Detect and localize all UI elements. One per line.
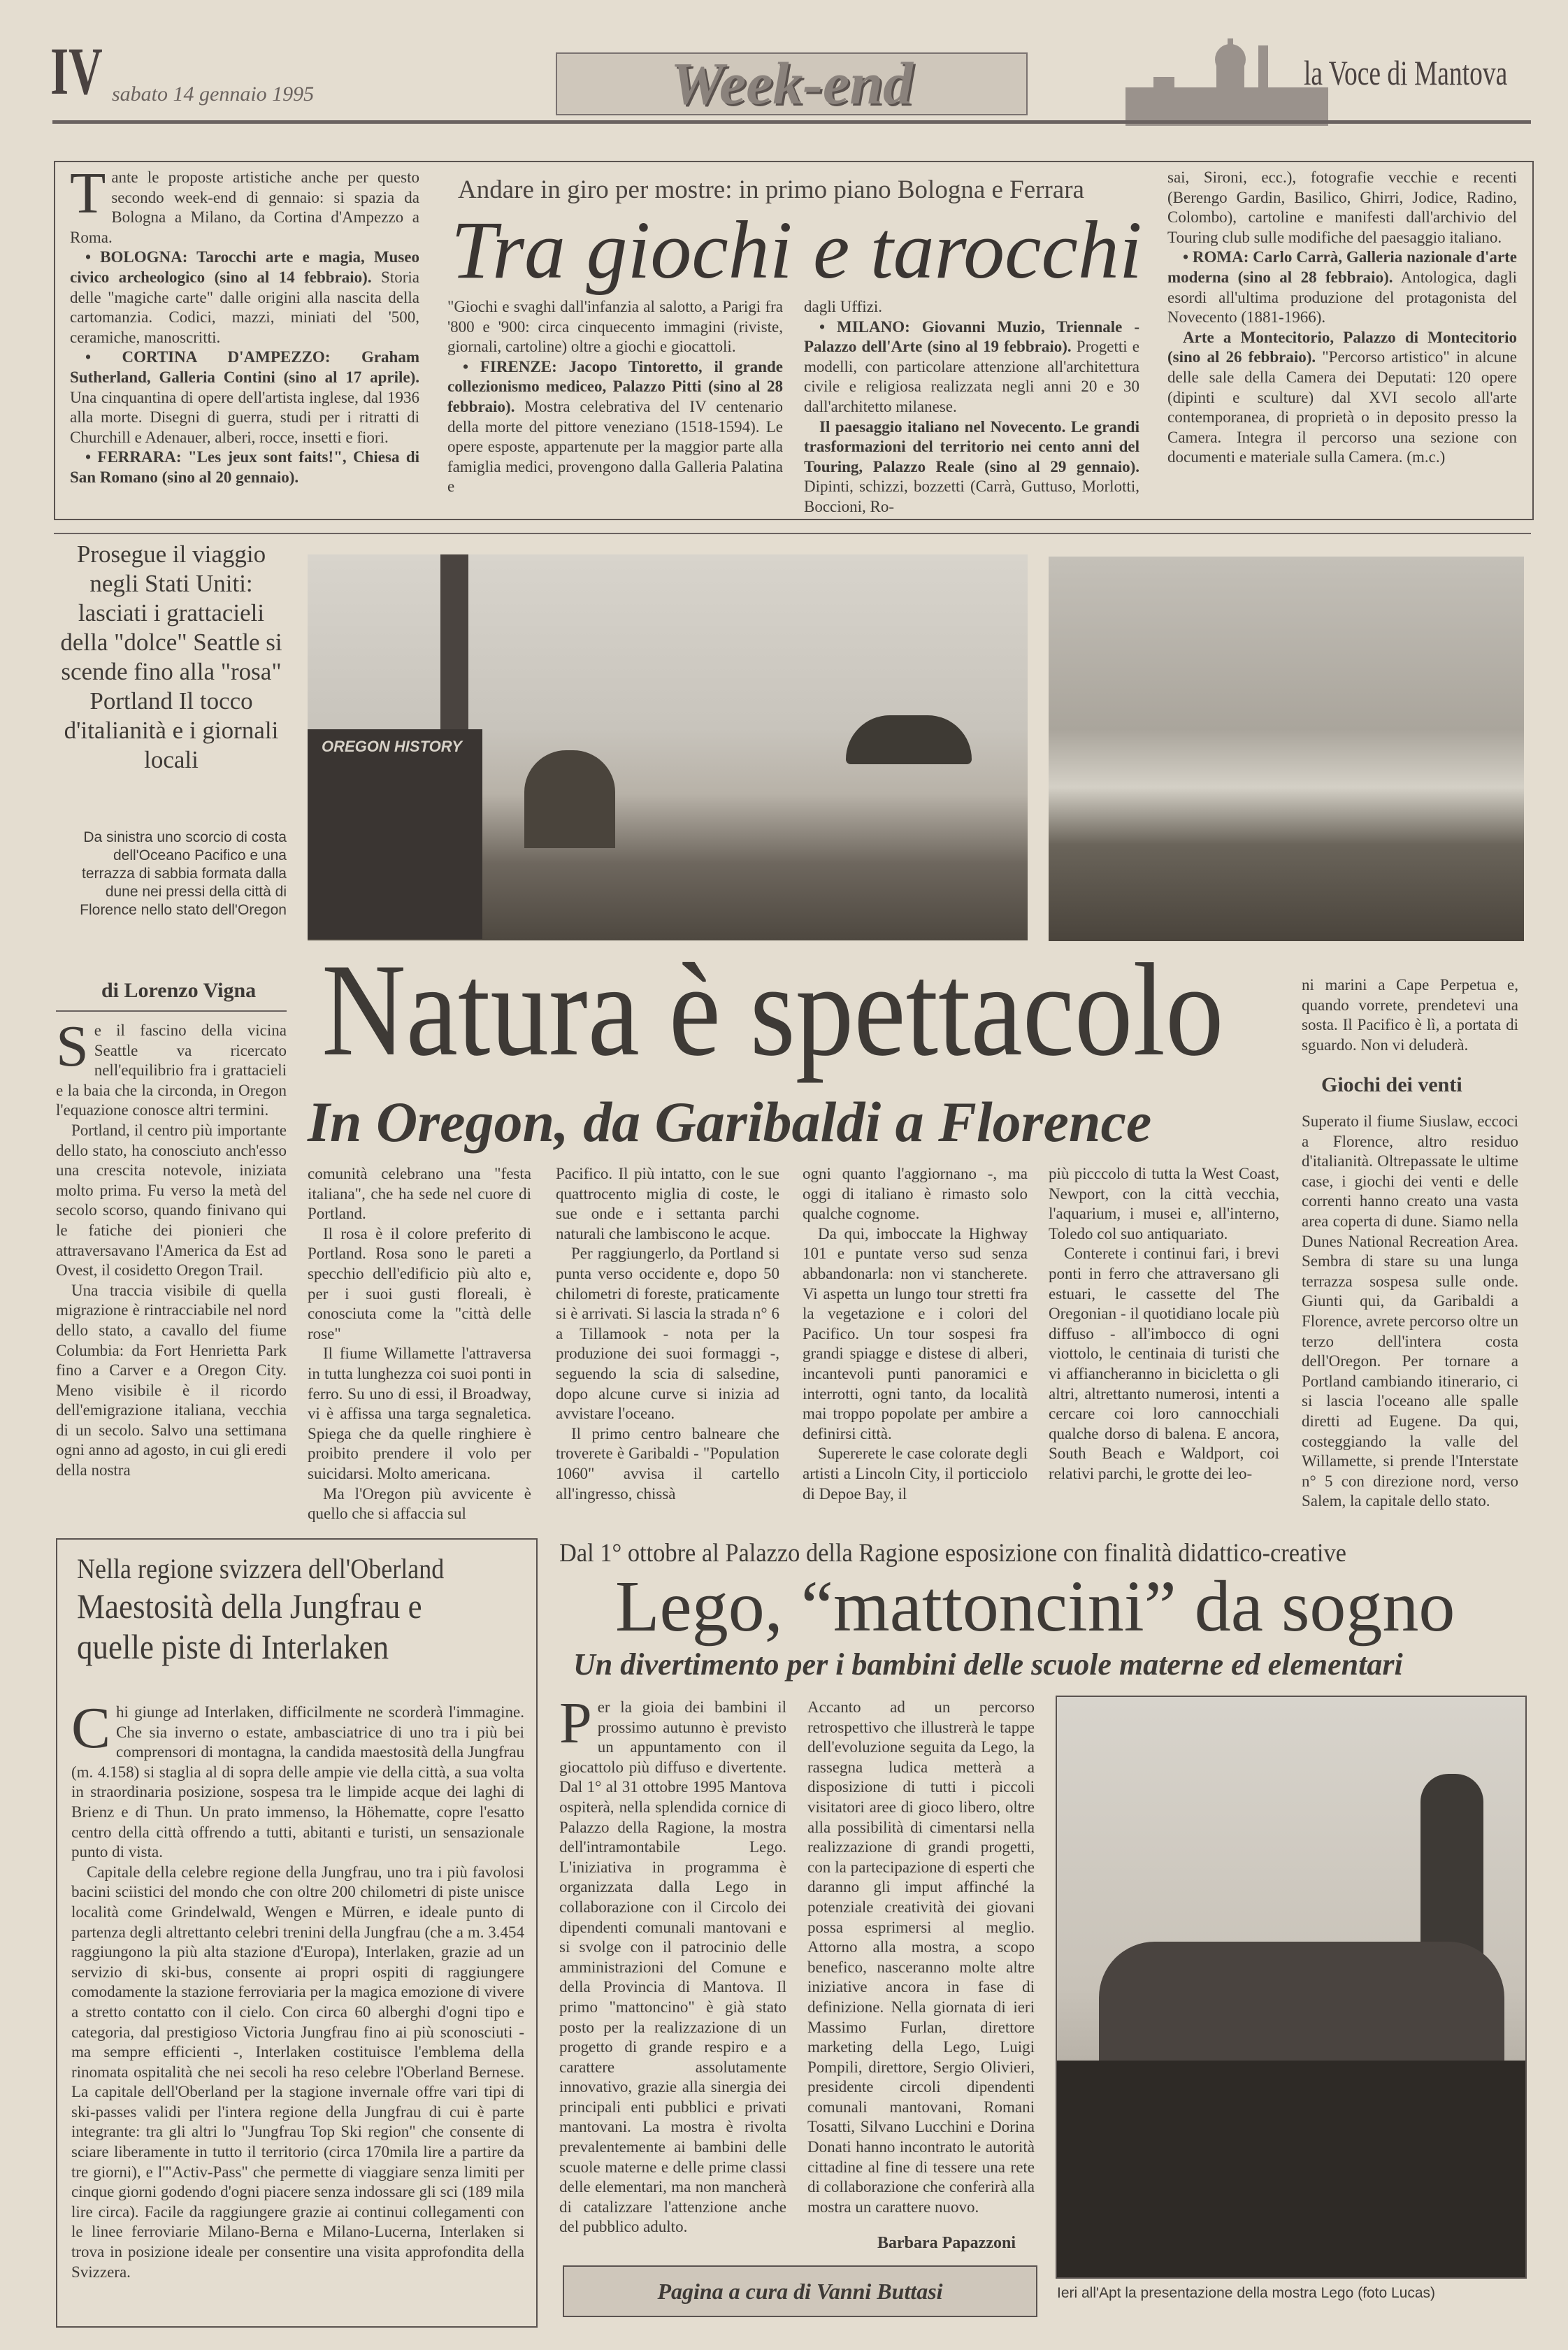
paragraph-text: Portland, il centro più importante dello stato, ha conosciuto anch'esso una crescita notevole, iniziata molto prima. Fu verso la metà del secolo scorso, quando finivano qui le fatiche dei pionieri che attraversavano l'America da Est ad Ovest, il cosidetto Oregon Trail. [56, 1121, 287, 1280]
headland [524, 750, 615, 848]
article-title: Natura è spettacolo [322, 937, 1224, 1084]
paragraph-text: sai, Sironi, ecc.), fotografie vecchie e recenti (Berengo Gardin, Basilico, Ghirri, Jodice, Radino, Colombo), cartoline e manifesti dall'archivio del Touring club sulle modifiche del paesaggio italiano. [1167, 169, 1517, 246]
paragraph-text: Antologica, dagli esordi all'ultima produzione del protagonista del Novecento (1881-1966). [1167, 268, 1517, 327]
paragraph [1167, 328, 1517, 468]
paragraph [308, 1224, 531, 1345]
paragraph [556, 1424, 779, 1504]
dunes-photo [1049, 557, 1524, 941]
paragraph-lead: • ROMA: Carlo Carrà, Galleria nazionale d'arte moderna (sino al 28 febbraio). [1167, 248, 1517, 286]
oregon-history-sign [308, 729, 482, 939]
lego-col-2 [807, 1698, 1035, 2217]
paragraph [308, 1164, 531, 1224]
paragraph-text: ante le proposte artistiche anche per questo secondo week-end di gennaio: si spazia da Bologna a Milano, da Cortina d'Ampezzo a Roma. [70, 169, 419, 246]
header-rule [52, 120, 1531, 124]
exhibitions-col-1 [70, 161, 419, 488]
paragraph [308, 1344, 531, 1484]
paragraph-text: hi giunge ad Interlaken, difficilmente ne scorderà l'immagine. Che sia inverno o estate, ambasciatrice di uno tra i più bei comprensori di montagna, la candida maestosità della Jungfrau (m. 4.158) si staglia al di sopra delle ampie vie della città, a sua volta in straordinaria posizione, sospesa tra le limpide acque dei laghi di Brienz e di Thun. Un prato immenso, la Höhematte, copre l'esatto centro della città offrendo a tutti, abitanti e turisti, un sensazionale punto di vista. [71, 1703, 524, 1861]
drop-cap: P [559, 1691, 592, 1756]
lego-press-photo [1056, 1696, 1527, 2279]
paragraph [804, 317, 1139, 417]
paragraph-text: ogni quanto l'aggiornano -, ma oggi di italiano è rimasto solo qualche cognome. [803, 1165, 1028, 1223]
paragraph [556, 1244, 779, 1424]
section-banner [556, 52, 1028, 115]
paragraph [804, 297, 1139, 317]
article-col-1 [56, 1014, 287, 1481]
paragraph [1167, 168, 1517, 248]
paragraph [1302, 975, 1518, 1055]
paragraph [56, 1281, 287, 1481]
photo-credit: (foto Lucas) [1358, 2285, 1435, 2301]
lego-kicker: Dal 1° ottobre al Palazzo della Ragione esposizione con finalità didattico-creative [559, 1539, 1346, 1568]
paragraph [1302, 1112, 1518, 1512]
paragraph-text: e il fascino della vicina Seattle va ricercato nell'equilibrio fra i grattacieli e la baia che la circonda, in Oregon l'equazione conosce altri termini. [56, 1022, 287, 1119]
paragraph [804, 417, 1139, 517]
table [1057, 2061, 1525, 2277]
paragraph [803, 1164, 1028, 1224]
drop-cap: T [70, 161, 106, 226]
paragraph [447, 357, 783, 497]
section-divider [54, 533, 1531, 534]
article-col-3 [556, 1164, 779, 1504]
paragraph-text: Progetti e modelli, con particolare attenzione all'architettura civile e religiosa realizzata negli anni 20 e 30 dall'architetto milanese. [804, 338, 1139, 415]
paragraph-text: Per raggiungerlo, da Portland si punta verso occidente e, dopo 50 chilometri di foreste, praticamente si è arrivati. Si lascia la strada n° 6 a Tillamook - nota per la produzione dei suoi formaggi -, seguendo la scia di salsedine, dopo alcune curve si inizia ad avvistare l'oceano. [556, 1245, 779, 1423]
article-subheading: Giochi dei venti [1321, 1073, 1462, 1096]
paragraph [1167, 248, 1517, 327]
drop-cap: C [71, 1696, 111, 1761]
paragraph-text: più picccolo di tutta la West Coast, Newport, con la città vecchia, l'aquarium, i musei e, all'interno, Toledo col suo antiquariato. [1049, 1165, 1279, 1242]
paragraph [71, 1696, 524, 1863]
page-editor-box [563, 2265, 1037, 2317]
paragraph [803, 1444, 1028, 1504]
article-col-6a [1302, 975, 1518, 1055]
exhibitions-kicker: Andare in giro per mostre: in primo piano Bologna e Ferrara [458, 175, 1084, 204]
paragraph-text: Pacifico. Il più intatto, con le sue quattrocento miglia di coste, le sue onde e i settanta parchi naturali che lambiscono le acque. [556, 1165, 779, 1242]
paragraph [807, 1698, 1035, 2217]
sign-text: OREGON HISTORY [322, 738, 462, 755]
paragraph-text: Da qui, imboccate la Highway 101 e puntate verso sud senza abbandonarla: non vi stancherete. Vi aspetta un lungo tour stretti fra la vegetazione e i colori del Pacifico. Un tour sospesi fra grandi spiagge e distese di alberi, incantevoli punti panoramici e interrotti, ogni tanto, da località mai troppo popolate per ambire a definirsi città. [803, 1224, 1028, 1442]
paragraph-lead: • CORTINA D'AMPEZZO: Graham Sutherland, Galleria Contini (sino al 17 aprile). [70, 348, 419, 386]
lego-subtitle: Un divertimento per i bambini delle scuole materne ed elementari [573, 1647, 1403, 1682]
caption-text: Ieri all'Apt la presentazione della mostra Lego [1057, 2285, 1354, 2301]
paragraph [1049, 1244, 1279, 1484]
travel-summary: Prosegue il viaggio negli Stati Uniti: lasciati i grattacieli della "dolce" Seattle si scende fino alla "rosa" Portland Il tocco d'italianità e i giornali locali [60, 540, 282, 773]
drop-cap: S [56, 1014, 89, 1079]
jungfrau-body [71, 1696, 524, 2282]
paragraph-text: "Giochi e svaghi dall'infanzia al salotto, a Parigi fra '800 e '900: circa cinquecento immagini (riviste, giornali, cartoline) oltre a giochi e giocattoli. [447, 298, 783, 356]
paragraph [559, 1691, 786, 2237]
paragraph [803, 1224, 1028, 1445]
newspaper-logo: la Voce di Mantova [1304, 53, 1508, 92]
paragraph-text: Storia delle "magiche carte" dalle origini alla nascita della cartomanzia. Codici, mazzi, miniati del '500, ceramiche, manoscritti. [70, 268, 419, 346]
paragraph-text: Capitale della celebre regione della Jungfrau, uno tra i più favolosi bacini sciistici del mondo che con oltre 200 chilometri di piste unisce località come Grindelwald, Wengen e Mürren, e ideale punto di partenza degli altrettanto celebri trenini della Jungfrau (che a m. 3.454 raggiungono la più alta stazione d'Europa), Interlaken, grazie ad un servizio di ski-bus, consente ai propri ospiti di raggiungere comodamente la stazione ferroviaria per la magica emozione di vivere a stretto contatto con il cielo. Con circa 60 alberghi d'ogni tipo e categoria, dal prestigioso Victoria Jungfrau fino ai più sconosciuti - ma sempre efficienti -, Interlaken costituisce l'emblema della rinomata ospitalità che nei secoli ha reso celebre l'Oberland Bernese. La capitale dell'Oberland per la stagione invernale offre vari tipi di ski-passes validi per l'intera regione della Jungfrau di cui è parte integrante: tra gli altri lo "Jungfrau Top Ski region" che consente di sciare liberamente in tutto il territorio (circa 170mila lire a partire da tre giorni), e l'"Activ-Pass" che permette di viaggiare senza limiti per cinque giorni godendo d'ogni piacere senza indossare gli sci (189 mila lire circa). Facile da raggiungere grazie ai continui collegamenti con le linee ferroviarie Milano-Berna e Milano-Lucerna, Interlaken si trova in posizione ideale per consentire una visita approfondita della Svizzera. [71, 1863, 524, 2281]
paragraph-text: Una cinquantina di opere dell'artista inglese, dal 1936 alla morte. Disegni di guerra, studi per i ritratti di Churchill e Adenauer, alberi, rocce, insetti e fiori. [70, 388, 419, 446]
paragraph-text: Accanto ad un percorso retrospettivo che illustrerà le tappe dell'evoluzione seguita da Lego, la rassegna ludica metterà a disposizione di tutti i piccoli visitatori aree di gioco libero, oltre alla possibilità di cimentarsi nella realizzazione di grandi progetti, con la partecipazione di esperti che daranno gli imput affinché la potenziale creatività dei giovani possa esprimersi al meglio. Attorno alla mostra, a scopo benefico, nasceranno molte altre iniziative ancora in fase di definizione. Nella giornata di ieri Massimo Furlan, direttore marketing della Lego, Luigi Pompili, direttore, Sergio Olivieri, presidente circoli dipendenti comunali mantovani, Romani Tosatti, Silvano Lucchini e Dorina Donati hanno incontrato le autorità cittadine al fine di tessere una rete di collaborazione che conferirà alla mostra un carattere nuovo. [807, 1698, 1035, 2216]
paragraph [70, 248, 419, 348]
lego-col-1 [559, 1691, 786, 2237]
photo-caption: Da sinistra uno scorcio di costa dell'Oceano Pacifico e una terrazza di sabbia formata dalla dune nei pressi della città di Florence nello stato dell'Oregon [80, 829, 287, 918]
article-subtitle: In Oregon, da Garibaldi a Florence [308, 1090, 1152, 1154]
paragraph-lead: Arte a Montecitorio, Palazzo di Montecitorio (sino al 26 febbraio). [1167, 328, 1517, 366]
page-number: IV [50, 34, 103, 108]
paragraph-lead: • MILANO: Giovanni Muzio, Triennale - Palazzo dell'Arte (sino al 19 febbraio). [804, 317, 1139, 356]
exhibitions-col-3 [804, 297, 1139, 517]
section-title: Week-end [670, 50, 914, 117]
exhibitions-col-2 [447, 297, 783, 497]
paragraph [1049, 1164, 1279, 1244]
paragraph-text: Superato il fiume Siuslaw, eccoci a Florence, altro residuo d'italianità. Oltrepassate le ultime case, i giochi dei venti e delle correnti hanno creato una vasta area coperta di dune. Siamo nella Dunes National Recreation Area. Sembra di stare su una lunga terrazza sospesa sulle onde. Giunti qui, da Garibaldi a Florence, avrete percorso oltre un terzo dell'intera costa dell'Oregon. Per tornare a Portland cambiando itinerario, ci si lascia l'oceano alle spalle diretti ad Eugene. Da qui, costeggiando la valle del Willamette, si prende l'Interstate n° 5 con direzione nord, verso Salem, la capitale dello stato. [1302, 1112, 1518, 1510]
paragraph [556, 1164, 779, 1244]
lego-signature: Barbara Papazzoni [877, 2234, 1016, 2252]
paragraph-text: "Percorso artistico" in alcune delle sale della Camera dei Deputati: 120 opere (dipinti e sculture) dal XVI secolo all'arte contemporanea, di proprietà o in deposito presso la Camera. Integra il percorso una sezione con documenti e materiale sulla Camera. (m.c.) [1167, 348, 1518, 466]
paragraph-lead: • BOLOGNA: Tarocchi arte e magia, Museo civico archeologico (sino al 14 febbraio). [70, 248, 419, 286]
paragraph-text: Una traccia visibile di quella migrazione è rintracciabile nel nord dello stato, a cavallo del fiume Columbia: da Fort Henrietta Park fino a Carver e a Oregon City. Meno visibile è il ricordo dell'emigrazione italiana, vecchia di un secolo. Salvo una settimana ogni anno ad agosto, in cui gli eredi della nostra [56, 1281, 287, 1480]
paragraph [56, 1014, 287, 1121]
paragraph [70, 161, 419, 248]
paragraph-lead: Il paesaggio italiano nel Novecento. Le grandi trasformazioni del territorio nei cento anni del Touring, Palazzo Reale (sino al 29 gennaio). [804, 417, 1139, 475]
paragraph-text: Mostra celebrativa del IV centenario della morte del pittore veneziano (1518-1594). Le opere esposte, appartenute per la maggior parte alla famiglia medici, provengono dalla Galleria Palatina e [447, 397, 783, 496]
jungfrau-title: Maestosità della Jungfrau e quelle piste di Interlaken [77, 1586, 422, 1666]
paragraph [70, 447, 419, 487]
exhibitions-title: Tra giochi e tarocchi [451, 204, 1142, 296]
paragraph [308, 1484, 531, 1524]
paragraph [70, 348, 419, 447]
article-col-5 [1049, 1164, 1279, 1484]
paragraph-text: dagli Uffizi. [804, 298, 882, 315]
paragraph-text: comunità celebrano una "festa italiana", che ha sede nel cuore di Portland. [308, 1165, 531, 1223]
island [846, 715, 972, 764]
article-col-2 [308, 1164, 531, 1524]
paragraph-text: Il fiume Willamette l'attraversa in tutta lunghezza coi suoi ponti in ferro. Su uno di essi, il Broadway, vi è affissa una targa segnaletica. Spiega che da quelle ringhiere è proibito prendere il volo per suicidarsi. Molto americana. [308, 1345, 531, 1482]
jungfrau-kicker: Nella regione svizzera dell'Oberland [77, 1553, 445, 1584]
paragraph-text: Supererete le case colorate degli artisti a Lincoln City, il porticciolo di Depoe Bay, il [803, 1445, 1028, 1503]
paragraph-text: Ma l'Oregon più avvicente è quello che si affaccia sul [308, 1484, 531, 1523]
paragraph-text: ni marini a Cape Perpetua e, quando vorrete, prendetevi una sosta. Il Pacifico è lì, a portata di sguardo. Non vi deluderà. [1302, 976, 1518, 1054]
oregon-coast-photo [308, 554, 1028, 940]
paragraph-lead: • FIRENZE: Jacopo Tintoretto, il grande collezionismo mediceo, Palazzo Pitti (sino al 28 febbraio). [447, 357, 783, 415]
article-col-6b [1302, 1112, 1518, 1512]
paragraph [447, 297, 783, 357]
article-col-4 [803, 1164, 1028, 1504]
paragraph-text: Il primo centro balneare che troverete è Garibaldi - "Population 1060" avvisa il cartello all'ingresso, chissà [556, 1424, 779, 1503]
exhibitions-col-4 [1167, 168, 1517, 468]
lego-title: Lego, “mattoncini” da sogno [615, 1566, 1455, 1647]
byline-rule [56, 1010, 287, 1012]
paragraph-text: Conterete i continui fari, i brevi ponti in ferro che attraversano gli estuari, le cassette del The Oregonian - il quotidiano locale più diffuso - all'imbocco di ogni viottolo, le centinaia di turisti che vi affiancheranno in bicicletta o gli altri, altrettanto numerosi, intenti a cercare coi loro cannocchiali qualche dorso di balena. E ancora, South Beach e Waldport, coi relativi parchi, le grotte dei leo- [1049, 1245, 1279, 1482]
paragraph-lead: • FERRARA: "Les jeux sont faits!", Chiesa di San Romano (sino al 20 gennaio). [70, 448, 419, 486]
page-editor: Pagina a cura di Vanni Buttasi [657, 2279, 943, 2304]
issue-date: sabato 14 gennaio 1995 [112, 83, 315, 106]
paragraph-text: Il rosa è il colore preferito di Portland. Rosa sono le pareti a specchio dell'edificio più alto e, per i suoi gusti floreali, è conosciuta come la "città delle rose" [308, 1224, 531, 1342]
lego-photo-caption [1057, 2285, 1435, 2302]
paragraph-text: Dipinti, schizzi, bozzetti (Carrà, Guttuso, Morlotti, Boccioni, Ro- [804, 478, 1139, 515]
paragraph [56, 1121, 287, 1281]
byline: di Lorenzo Vigna [101, 979, 257, 1002]
paragraph [71, 1863, 524, 2282]
paragraph-text: er la gioia dei bambini il prossimo autunno è previsto un appuntamento con il giocattolo più diffuso e divertente. Dal 1° al 31 ottobre 1995 Mantova ospiterà, nella splendida cornice di Palazzo della Ragione, la mostra dell'intramontabile Lego. L'iniziativa in programma è organizzata dalla Lego in collaborazione con il Circolo dei dipendenti comunali mantovani e si svolge con il patrocinio delle amministrazioni del Comune e della Provincia di Mantova. Il primo "mattoncino" è già stato posto per la realizzazione di un progetto di grande respiro e a carattere assolutamente innovativo, grazie alla sinergia dei principali enti pubblici e privati mantovani. La mostra è rivolta prevalentemente ai bambini delle scuole materne e delle prime classi delle elementari, ma non mancherà di catalizzare l'attenzione anche del pubblico adulto. [559, 1698, 786, 2236]
